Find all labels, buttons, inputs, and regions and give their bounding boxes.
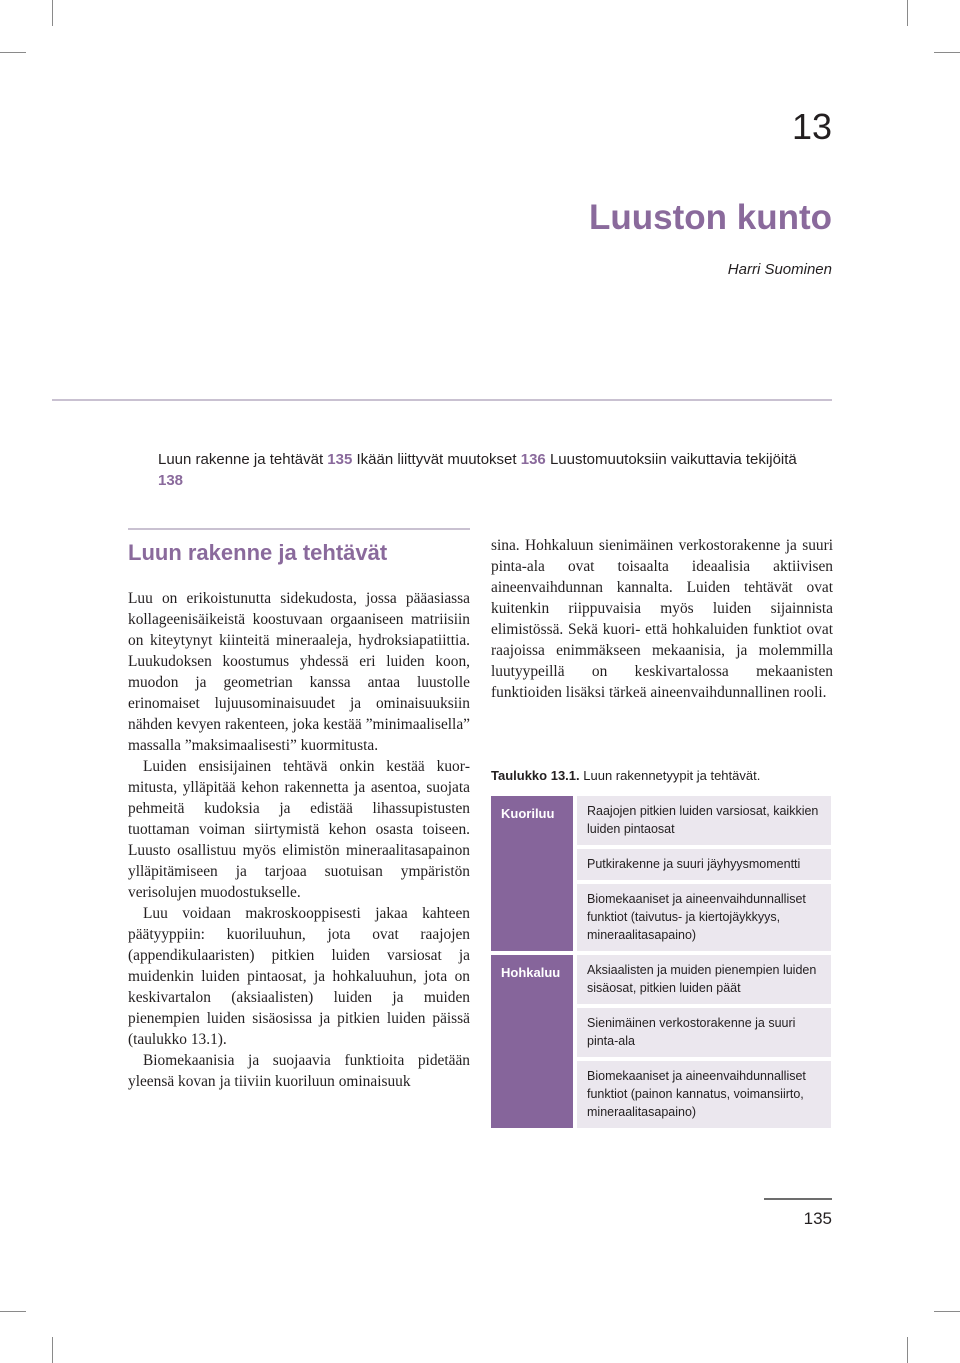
chapter-title: Luuston kunto bbox=[588, 198, 832, 237]
table-caption-label: Taulukko 13.1. bbox=[491, 768, 580, 783]
table-caption bbox=[491, 768, 760, 783]
column-divider bbox=[128, 528, 470, 530]
crop-mark-top-left bbox=[52, 0, 53, 26]
bone-types-table bbox=[491, 796, 831, 1132]
table-cell: Biomekaaniset ja aineenvaihdunnalliset funktiot (taivutus- ja kiertojäykkyys, mineraalitasapaino) bbox=[577, 884, 831, 951]
body-paragraph: Biomekaanisia ja suojaavia funktioita pidetään yleensä kovan ja tiiviin kuoriluun ominaisuuk bbox=[128, 1052, 470, 1090]
footer-divider bbox=[764, 1198, 832, 1200]
table-caption-text: Luun rakennetyypit ja tehtävät. bbox=[583, 768, 761, 783]
table-cell: Aksiaalisten ja muiden pienempien luiden sisäosat, pitkien luiden päät bbox=[577, 955, 831, 1004]
chapter-contents bbox=[158, 449, 818, 491]
table-cell: Biomekaaniset ja aineenvaihdunnalliset funktiot (painon kannatus, voimansiirto, mineraalitasapaino) bbox=[577, 1061, 831, 1128]
table-row-header: Kuoriluu bbox=[491, 796, 573, 951]
table-group-cortical bbox=[491, 796, 831, 951]
page-number: 135 bbox=[803, 1209, 832, 1228]
crop-mark-bottom-left bbox=[52, 1337, 53, 1363]
table-group-trabecular bbox=[491, 955, 831, 1128]
table-cell: Raajojen pitkien luiden varsiosat, kaikkien luiden pintaosat bbox=[577, 796, 831, 845]
body-paragraph-continued: sina. Hohkaluun sienimäinen verkostorakenne ja suuri pinta-ala ovat toisaalta ideaalisia aktiivisen aineenvaihdunnan kannalta. Luiden tehtävät ovat kuitenkin riippuvaisia myös luiden sijainnista elimistössä. Sekä kuori- että hohkaluiden funktiot ovat raajoissa enimmäkseen mekaanisia, ja molemmilla luutyypeillä on keskivartalossa mekaanisten funktioiden lisäksi tärkeä aineenvaihdunnallinen rooli. bbox=[491, 537, 833, 701]
chapter-author: Harri Suominen bbox=[727, 261, 832, 278]
contents-entry[interactable]: Luun rakenne ja tehtävät 135 bbox=[158, 451, 353, 468]
crop-mark-bottom-right bbox=[907, 1337, 908, 1363]
chapter-number: 13 bbox=[791, 106, 832, 147]
body-paragraph: Luu on erikoistunutta sidekudosta, jossa pääasiassa kollageenisäikeistä koostuvaan orgaaniseen matriisiin on kiteytynyt kiinteitä mineraaleja, hydroksiapatiittia. Luukudoksen koostumus yhdessä eri luiden koon, muodon ja geometrian kanssa antaa luustolle erinomaiset lujuusominaisuudet ja ominaisuuksiin nähden kevyen rakenteen, joka kestää ”minimaalisella” massalla ”maksimaalisesti” kuormitusta. bbox=[128, 590, 470, 754]
crop-mark-right-bottom bbox=[934, 1311, 960, 1312]
divider bbox=[52, 399, 832, 401]
table-row-header: Hohkaluu bbox=[491, 955, 573, 1128]
table-cell: Putkirakenne ja suuri jäyhyysmomentti bbox=[577, 849, 831, 880]
body-paragraph: Luiden ensisijainen tehtävä onkin kestää kuormitusta, ylläpitää kehon rakennetta ja asentoa, suojata pehmeitä kudoksia ja edistää lihassupistusten tuottaman voiman siirtymistä kehon osasta toiseen. Luusto osallistuu myös elimistön mineraalitasapainon ylläpitämiseen ja tarjoaa suotuisan ympäristön verisolujen muodostukselle. bbox=[128, 758, 470, 901]
right-column bbox=[491, 535, 833, 703]
contents-entry[interactable]: Luustomuutoksiin vaikuttavia tekijöitä 138 bbox=[158, 451, 797, 489]
body-paragraph: Luu voidaan makroskooppisesti jakaa kahteen päätyyppiin: kuoriluuhun, jota ovat raajojen (appendikulaaristen) pitkien luiden varsiosat ja muidenkin luiden pintaosat, ja hohkaluuhun, jota on keskivartalon (aksiaalisten) luiden ja muiden pienempien luiden sisäosissa ja pitkien luiden päissä (taulukko 13.1). bbox=[128, 905, 470, 1048]
table-cell: Sienimäinen verkostorakenne ja suuri pinta-ala bbox=[577, 1008, 831, 1057]
contents-entry[interactable]: Ikään liittyvät muutokset 136 bbox=[356, 451, 546, 468]
left-column bbox=[128, 528, 470, 1092]
crop-mark-top-right bbox=[907, 0, 908, 26]
crop-mark-right-top bbox=[934, 52, 960, 53]
crop-mark-left-bottom bbox=[0, 1311, 26, 1312]
section-heading: Luun rakenne ja tehtävät bbox=[128, 540, 388, 565]
crop-mark-left-top bbox=[0, 52, 26, 53]
